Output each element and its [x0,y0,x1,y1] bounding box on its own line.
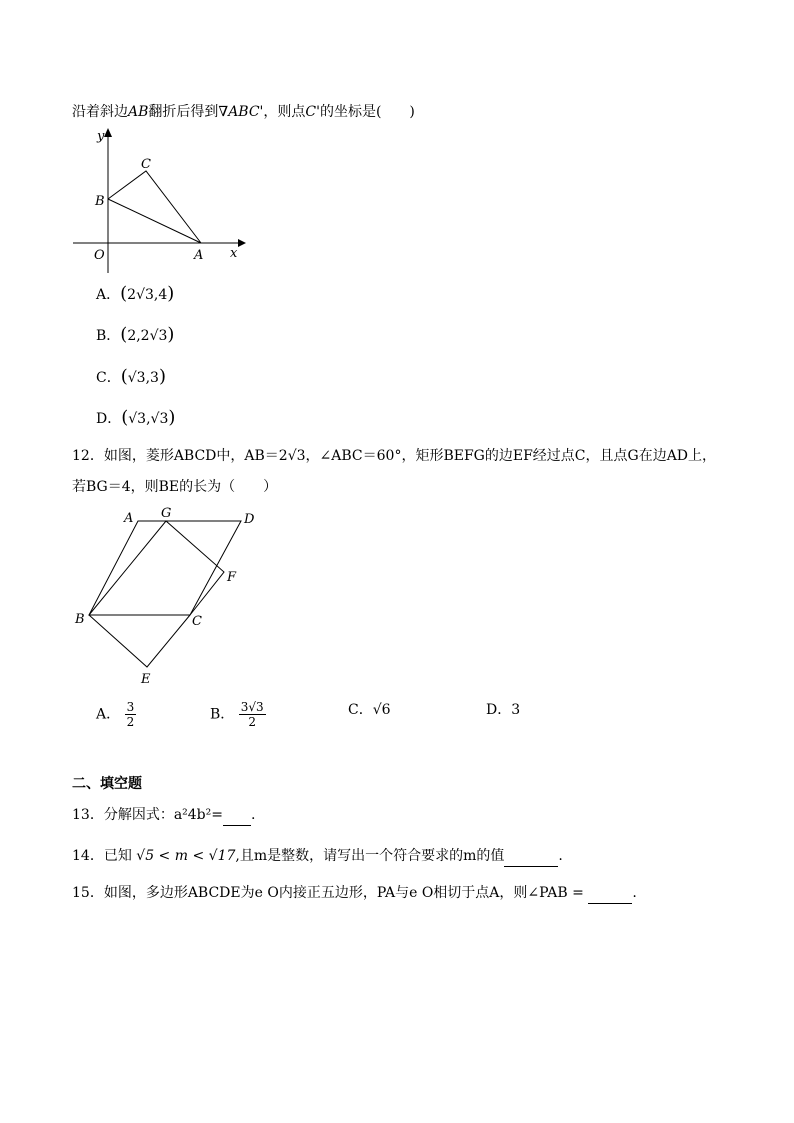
option-label: C． [348,702,373,718]
q12-label-d: D [244,512,255,527]
q15-answer-blank[interactable] [588,883,632,904]
q11-stem-cp: C' [305,104,320,120]
q11-label-x: x [230,246,238,261]
q11-label-y: y [97,129,105,144]
q12-stem-line2: 若BG＝4，则BE的长为（ ） [72,479,278,495]
q14-end: . [558,848,563,864]
q11-stem-part: 沿着斜边 [72,104,128,120]
q14-pre: 14．已知 [72,848,132,864]
option-label: B． [96,328,121,344]
q15-end: . [632,885,637,901]
option-label: A． [96,287,121,303]
option-value: √6 [372,702,391,718]
q12-label-e: E [141,672,151,687]
q14-inequality: √5 < m < √17 [136,848,236,864]
q14 [72,846,563,867]
q11-option-d[interactable]: D．(√3,√3) [96,407,176,428]
fraction-denominator: 2 [126,715,135,729]
q11-option-c[interactable]: C．(√3,3) [96,366,166,387]
q14-post: ,且m是整数，请写出一个符合要求的m的值 [235,848,505,864]
option-label: B． [210,706,235,723]
q11-label-o: O [94,248,105,263]
option-label: D． [96,411,122,427]
q13-text: 13．分解因式：a²4b²= [72,807,223,823]
q11-label-a: A [194,248,204,263]
q11-stem-abc: ABC' [228,104,264,120]
q12-label-f: F [227,570,237,585]
option-value: 3 [511,702,521,718]
q11-stem-ab: AB [128,104,149,120]
q12-figure [72,504,272,689]
q12-label-b: B [75,612,85,627]
q11-stem-part: 的坐标是( ) [319,104,415,120]
fraction-numerator: 3 [126,700,135,714]
q12-label-a: A [124,511,134,526]
q12-stem-line1: 12．如图，菱形ABCD中，AB＝2√3，∠ABC＝60°，矩形BEFG的边EF经过点C，且点G在边AD上， [72,448,717,464]
fraction-numerator: 3√3 [240,700,264,714]
option-value: 2,2√3 [127,328,168,344]
option-label: D． [486,702,512,718]
q15-text: 15．如图，多边形ABCDE为e O内接正五边形，PA与e O相切于点A，则∠PAB = [72,885,584,901]
option-label: A． [96,706,121,723]
q12-label-c: C [192,614,202,629]
fraction-denominator: 2 [248,715,257,729]
q12-option-a[interactable] [96,700,136,729]
q13 [72,805,255,826]
q11-stem-part: ，则点 [263,104,306,120]
q11-option-b[interactable]: B．(2,2√3) [96,324,175,345]
q11-figure [70,125,250,275]
q11-option-a[interactable]: A．(2√3,4) [96,283,175,304]
option-value: √3,√3 [128,411,169,427]
option-value: √3,3 [127,370,159,386]
fraction [125,700,137,729]
q13-answer-blank[interactable] [223,805,251,826]
q14-answer-blank[interactable] [504,846,558,867]
q12-option-c[interactable] [348,700,391,720]
q11-stem-part: 翻折后得到∇ [148,104,229,120]
q13-end: . [251,807,256,823]
q12-option-b[interactable] [210,700,266,729]
q15 [72,883,637,904]
option-label: C． [96,370,121,386]
option-value: 2√3,4 [127,287,168,303]
q11-stem [72,102,415,122]
section-title: 二、填空题 [72,776,142,792]
q11-label-c: C [141,157,151,172]
fraction [239,700,266,729]
q12-label-g: G [161,506,172,521]
q12-option-d[interactable] [486,700,520,720]
q11-label-b: B [95,194,105,209]
